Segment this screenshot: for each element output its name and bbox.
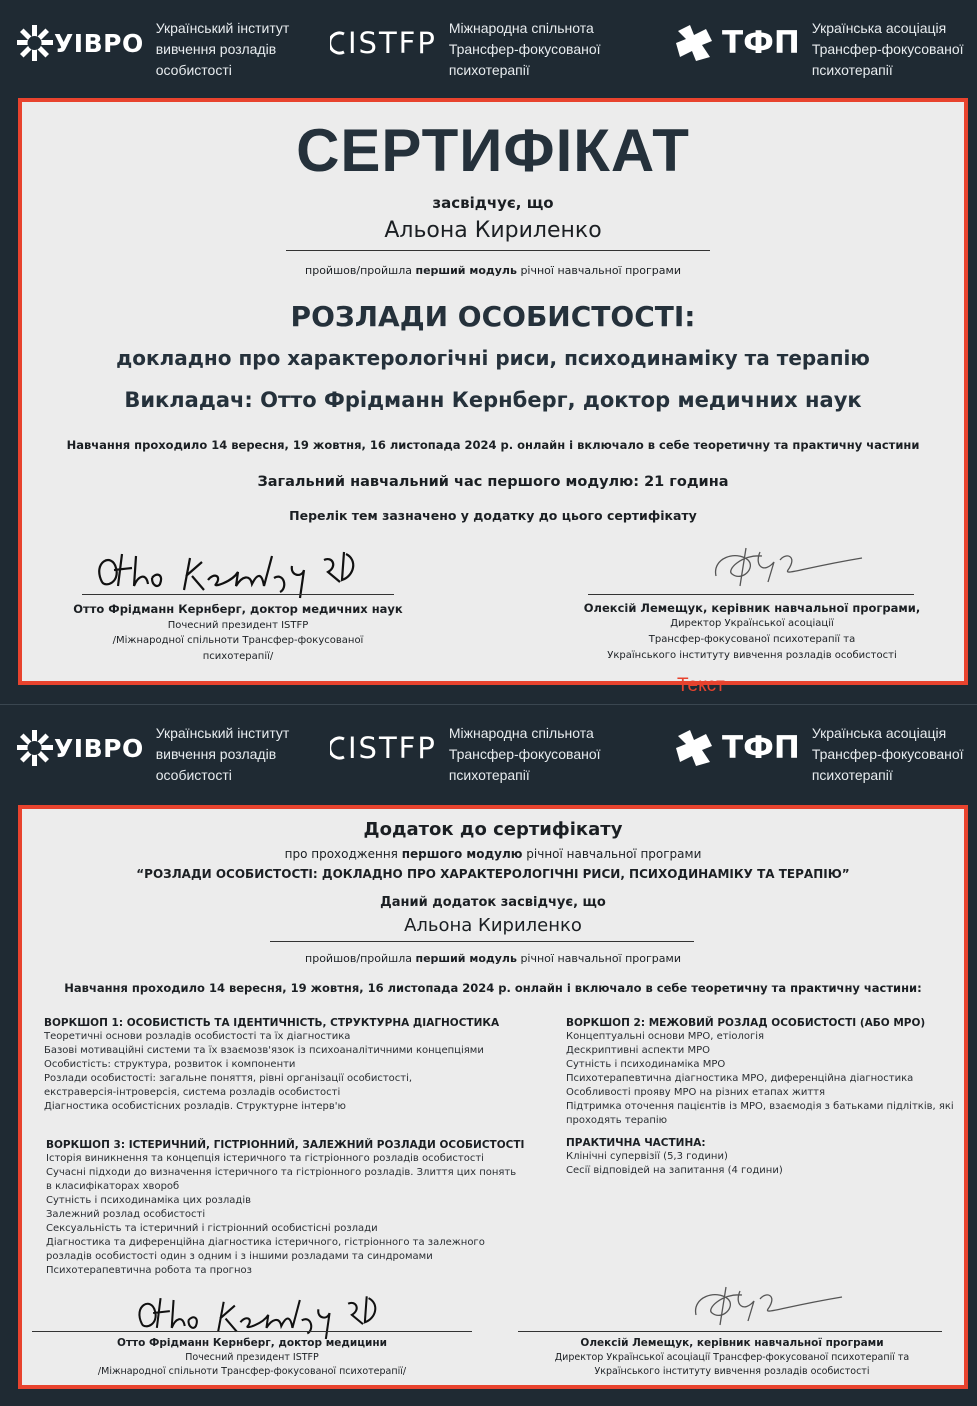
tfp-logo-text: ТФП xyxy=(722,730,800,766)
topics-note: Перелік тем зазначено у додатку до цього сертифікату xyxy=(289,508,697,523)
signature-line-right xyxy=(518,1331,942,1332)
list-item: екстраверсія-інтроверсія, система розладів особистості xyxy=(44,1087,341,1098)
practice-section: ПРАКТИЧНА ЧАСТИНА: Клінічні супервізії (5,3 години) Сесії відповідей на запитання (4 години) xyxy=(566,1137,956,1178)
list-item: в класифікаторах хвороб xyxy=(46,1181,180,1192)
list-item: Сучасні підходи до визначення істеричного та гістріонного розладів. Злиття цих понять xyxy=(46,1167,517,1178)
list-item: проходять терапію xyxy=(566,1115,668,1126)
org-text-line: психотерапії xyxy=(448,767,530,783)
tfp-logo-text: ТФП xyxy=(722,25,800,61)
org-uivro xyxy=(16,723,289,786)
tfp-logo-icon xyxy=(672,726,716,770)
header-logos xyxy=(0,705,977,801)
appendix-course: “РОЗЛАДИ ОСОБИСТОСТІ: ДОКЛАДНО ПРО ХАРАКТЕРОЛОГІЧНІ РИСИ, ПСИХОДИНАМІКУ ТА ТЕРАПІЮ” xyxy=(136,867,850,881)
org-text-line: Українська асоціація xyxy=(811,725,947,741)
list-item: Діагностика та диференційна діагностика істеричного, гістріонного та залежного xyxy=(46,1237,485,1248)
lemeshchuk-signature xyxy=(702,542,882,592)
recipient-name: Альона Кириленко xyxy=(384,218,602,243)
org-text-line: Міжнародна спільнота xyxy=(448,20,594,36)
org-text-line: Українська асоціація xyxy=(811,20,947,36)
org-text-line: особистості xyxy=(155,767,232,783)
list-item: Підтримка оточення пацієнтів із МРО, взаємодія з батьками підлітків, які xyxy=(566,1101,954,1112)
name-underline xyxy=(270,941,694,942)
list-item: Психотерапевтична робота та прогноз xyxy=(46,1265,252,1276)
list-item: Розлади особистості: загальне поняття, рівні організації особистості, xyxy=(44,1073,413,1084)
org-text-line: психотерапії xyxy=(448,62,530,78)
istfp-logo-icon xyxy=(330,30,348,56)
dates-text: Навчання проходило 14 вересня, 19 жовтня, 16 листопада 2024 р. онлайн і включало в себе теоретичну та практичну частини xyxy=(66,438,920,452)
signatory-left: Отто Фрідманн Кернберг, доктор медичних наук Почесний президент ISTFP /Міжнародної спільноти Трансфер-фокусованої психотерапії/ xyxy=(73,602,403,662)
appendix-certifies: Даний додаток засвідчує, що xyxy=(380,895,606,910)
signatory-right: Олексій Лемещук, керівник навчальної програми, Директор Української асоціації Трансфер-фокусованої психотерапії та Українського інституту вивчення розладів особистості xyxy=(583,601,921,661)
org-tfp xyxy=(672,723,964,786)
org-text-line: Український інститут xyxy=(155,725,290,741)
uivro-logo-text: УІВРО xyxy=(54,733,144,763)
course-title: РОЗЛАДИ ОСОБИСТОСТІ: xyxy=(290,300,696,333)
istfp-logo-text: ISTFP xyxy=(348,26,437,60)
certificate-sheet xyxy=(0,0,977,696)
list-item: Сесії відповідей на запитання (4 години) xyxy=(566,1165,783,1176)
list-item: Концептуальні основи МРО, етіологія xyxy=(566,1031,765,1042)
list-item: Базові мотиваційні системи та їх взаємозв'язок із психоаналітичними концепціями xyxy=(44,1045,484,1056)
signature-line-left xyxy=(82,594,394,595)
org-text-line: Трансфер-фокусованої xyxy=(448,41,601,57)
list-item: Сутність і психодинаміка цих розладів xyxy=(46,1195,252,1206)
workshop-1: ВОРКШОП 1: ОСОБИСТІСТЬ ТА ІДЕНТИЧНІСТЬ, СТРУКТУРНА ДІАГНОСТИКА Теоретичні основи розладів особистості та їх діагностика Базові мотиваційні системи та їх взаємозв'язок із психоаналітичними концепціями Особистість: структура, розвиток і компоненти Розлади особистості: загальне поняття, рівні організації особистості, екстраверсія-інтроверсія, система розладів особистості Діагностика особистісних розладів. Структурне інтерв'ю xyxy=(44,1017,524,1114)
list-item: Особистість: структура, розвиток і компоненти xyxy=(44,1059,296,1070)
org-text-line: психотерапії xyxy=(811,767,893,783)
org-text-line: вивчення розладів xyxy=(155,746,277,762)
appendix-sheet xyxy=(0,704,977,1406)
appendix-panel xyxy=(18,805,968,1389)
appendix-title: Додаток до сертифікату xyxy=(363,819,623,840)
certificate-title: СЕРТИФІКАТ xyxy=(296,117,690,184)
org-text-line: Трансфер-фокусованої xyxy=(811,41,964,57)
uivro-logo-icon xyxy=(16,23,54,63)
lecturer: Викладач: Отто Фрідманн Кернберг, доктор медичних наук xyxy=(124,388,862,412)
list-item: Діагностика особистісних розладів. Структурне інтерв'ю xyxy=(44,1101,346,1112)
header-logos xyxy=(0,0,977,96)
certificate-panel xyxy=(18,98,968,685)
org-text-line: Український інститут xyxy=(155,20,290,36)
istfp-logo-icon xyxy=(330,735,348,761)
org-istfp xyxy=(330,723,601,786)
uivro-logo-icon xyxy=(16,728,54,768)
org-text-line: Трансфер-фокусованої xyxy=(448,746,601,762)
org-text-line: Міжнародна спільнота xyxy=(448,725,594,741)
appendix-subtitle: про проходження першого модулю річної навчальної програми xyxy=(284,847,702,861)
list-item: Історія виникнення та концепція істеричного та гістріонного розладів особистості xyxy=(46,1153,484,1164)
workshop-2: ВОРКШОП 2: МЕЖОВИЙ РОЗЛАД ОСОБИСТОСТІ (АБО МРО) Концептуальні основи МРО, етіологія Дескриптивні аспекти МРО Сутність і психодинаміка МРО Психотерапевтична діагностика МРО, диференційна діагностика Особливості прояву МРО на різних етапах життя Підтримка оточення пацієнтів із МРО, взаємодія з батьками підлітків, які проходять терапію xyxy=(566,1017,956,1128)
org-uivro xyxy=(16,18,289,81)
course-subtitle: докладно про характерологічні риси, психодинаміку та терапію xyxy=(116,346,870,370)
list-item: розладів особистості один з одним і з іншими розладами та синдромами xyxy=(46,1251,433,1262)
lemeshchuk-signature xyxy=(682,1281,862,1331)
workshop-3: ВОРКШОП 3: ІСТЕРИЧНИЙ, ГІСТРІОННИЙ, ЗАЛЕЖНИЙ РОЗЛАДИ ОСОБИСТОСТІ Історія виникнення та концепція істеричного та гістріонного розладів особистості Сучасні підходи до визначення істеричного та гістріонного розладів. Злиття цих понять в класифікаторах хвороб Сутність і психодинаміка цих розладів Залежний розлад особистості Сексуальність та істеричний і гістріонний особистісні розлади Діагностика та диференційна діагностика істеричного, гістріонного та залежного розладів особистості один з одним і з іншими розладами та синдромами Психотерапевтична робота та прогноз xyxy=(46,1139,536,1278)
list-item: Сутність і психодинаміка МРО xyxy=(566,1059,726,1070)
hours-text: Загальний навчальний час першого модулю: 21 година xyxy=(257,474,729,490)
name-underline xyxy=(286,250,710,251)
list-item: Теоретичні основи розладів особистості та їх діагностика xyxy=(44,1031,351,1042)
list-item: Особливості прояву МРО на різних етапах життя xyxy=(566,1087,826,1098)
org-text-line: вивчення розладів xyxy=(155,41,277,57)
org-istfp xyxy=(330,18,601,81)
tfp-logo-icon xyxy=(672,21,716,65)
appendix-recipient-name: Альона Кириленко xyxy=(404,915,582,936)
appendix-dates: Навчання проходило 14 вересня, 19 жовтня, 16 листопада 2024 р. онлайн і включало в себе теоретичну та практичну частини: xyxy=(64,981,922,995)
signatory-left: Отто Фрідманн Кернберг, доктор медицини Почесний президент ISTFP /Міжнародної спільноти Трансфер-фокусованої психотерапії/ xyxy=(97,1337,407,1377)
list-item: Психотерапевтична діагностика МРО, диференційна діагностика xyxy=(566,1073,914,1084)
org-text-line: психотерапії xyxy=(811,62,893,78)
org-text-line: особистості xyxy=(155,62,232,78)
list-item: Сексуальність та істеричний і гістріонний особистісні розлади xyxy=(46,1223,378,1234)
org-tfp xyxy=(672,18,964,81)
istfp-logo-text: ISTFP xyxy=(348,731,437,765)
kernberg-signature xyxy=(92,542,392,598)
completed-line: пройшов/пройшла перший модуль річної навчальної програми xyxy=(305,264,681,277)
signatory-right: Олексій Лемещук, керівник навчальної програми Директор Української асоціації Трансфер-фокусованої психотерапії та Українського інституту вивчення розладів особистості xyxy=(554,1337,910,1377)
signature-line-right xyxy=(588,594,914,595)
list-item: Залежний розлад особистості xyxy=(46,1209,206,1220)
list-item: Клінічні супервізії (5,3 години) xyxy=(566,1151,728,1162)
uivro-logo-text: УІВРО xyxy=(54,28,144,58)
certifies-text: засвідчує, що xyxy=(432,194,554,212)
stray-text-label: Текст xyxy=(677,675,725,696)
appendix-completed-line: пройшов/пройшла перший модуль річної навчальної програми xyxy=(305,952,681,965)
signature-line-left xyxy=(32,1331,472,1332)
list-item: Дескриптивні аспекти МРО xyxy=(566,1045,710,1056)
org-text-line: Трансфер-фокусованої xyxy=(811,746,964,762)
